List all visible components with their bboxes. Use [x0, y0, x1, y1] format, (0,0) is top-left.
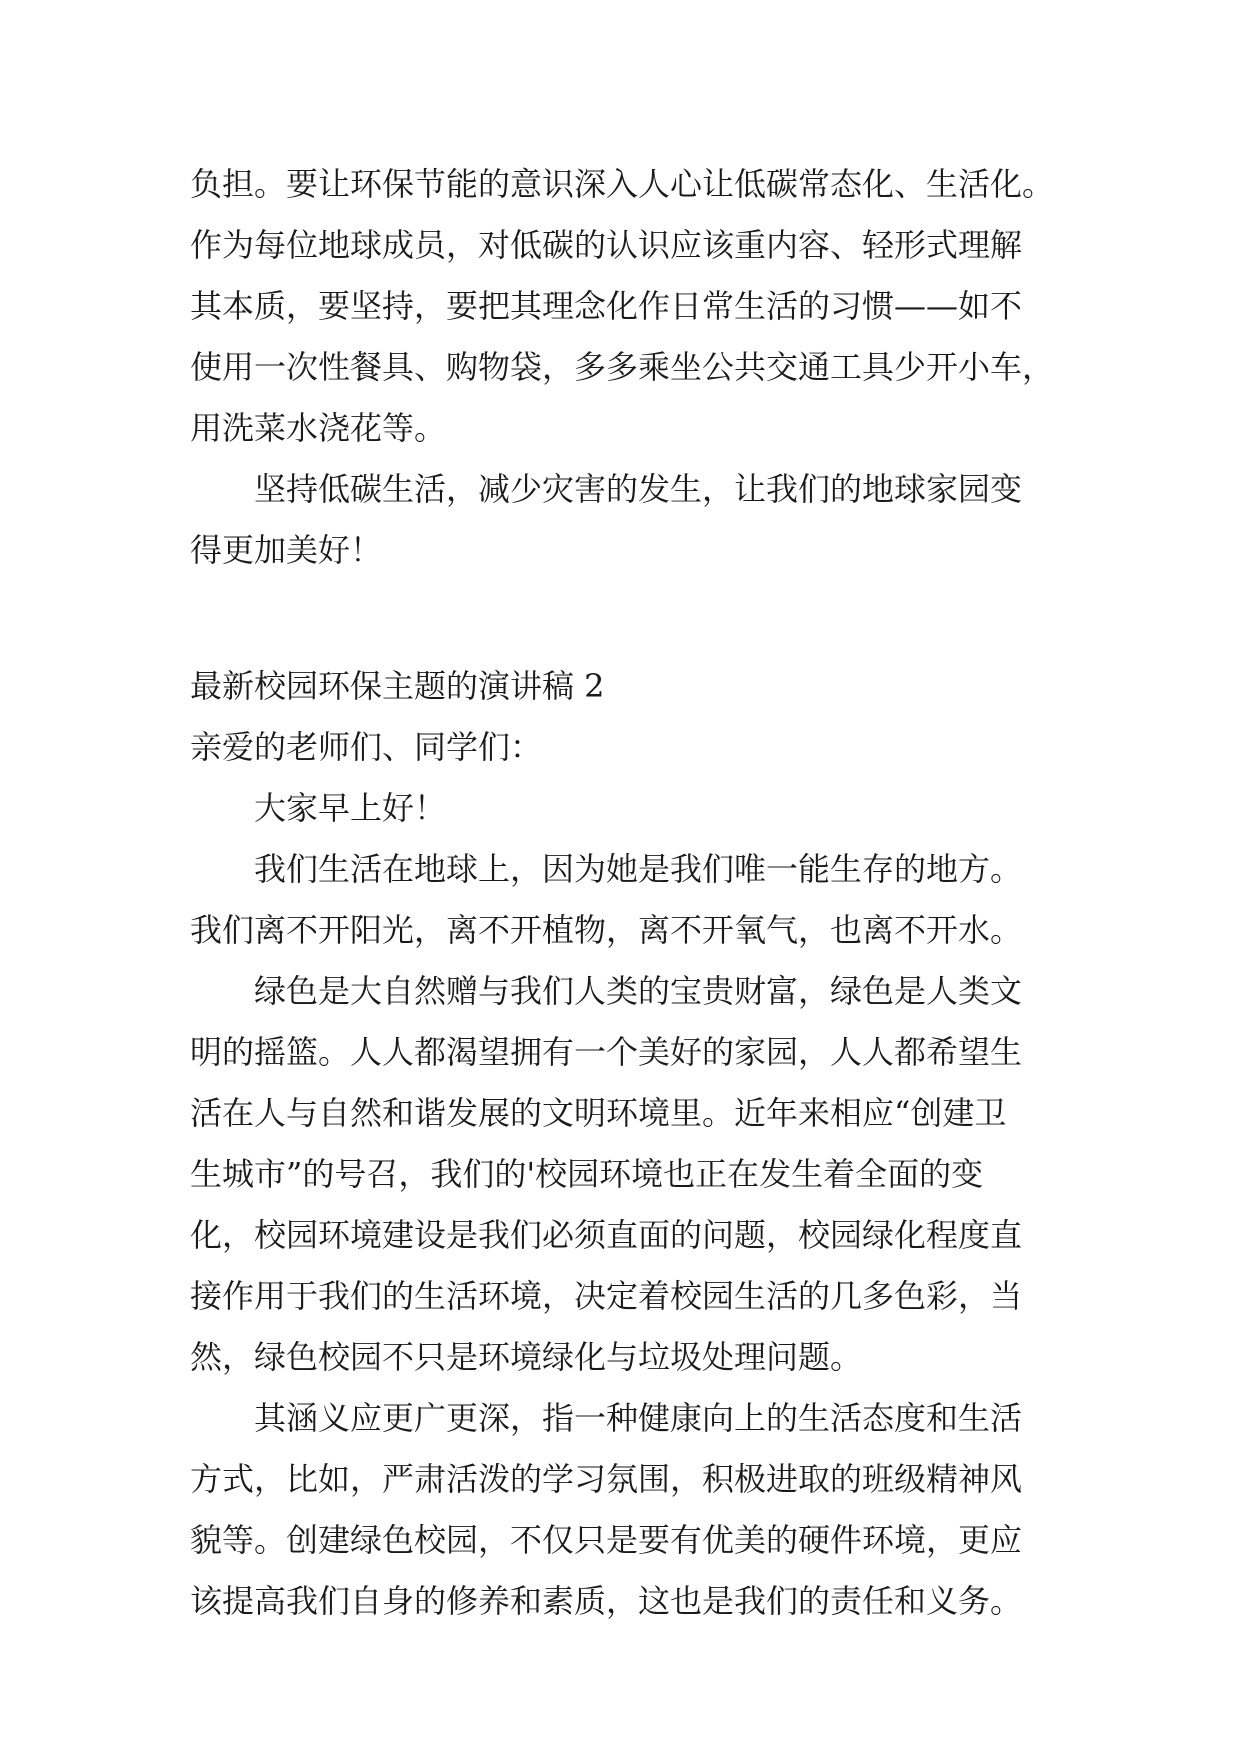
- text-line: 作为每位地球成员，对低碳的认识应该重内容、轻形式理解: [190, 226, 1023, 264]
- text-line: 貌等。创建绿色校园，不仅只是要有优美的硬件环境，更应: [190, 1521, 1023, 1559]
- section-title: 最新校园环保主题的演讲稿 2: [190, 667, 605, 705]
- text-line: 其本质，要坚持，要把其理念化作日常生活的习惯——如不: [190, 287, 1023, 325]
- document-body: [190, 154, 1070, 1632]
- greeting: 大家早上好！: [254, 789, 447, 827]
- text-line: 我们生活在地球上，因为她是我们唯一能生存的地方。: [254, 850, 1023, 888]
- text-line: 该提高我们自身的修养和素质，这也是我们的责任和义务。: [190, 1582, 1023, 1620]
- text-line: 方式，比如，严肃活泼的学习氛围，积极进取的班级精神风: [190, 1460, 1023, 1498]
- paragraph-continuation: [190, 154, 1070, 459]
- text-line: 明的摇篮。人人都渴望拥有一个美好的家园，人人都希望生: [190, 1033, 1023, 1071]
- text-line: 得更加美好！: [190, 531, 383, 569]
- text-line: 绿色是大自然赠与我们人类的宝贵财富，绿色是人类文: [254, 972, 1023, 1010]
- text-line: 使用一次性餐具、购物袋，多多乘坐公共交通工具少开小车，: [190, 348, 1055, 386]
- text-line: 生城市”的号召，我们的'校园环境也正在发生着全面的变: [190, 1155, 984, 1193]
- text-line: 坚持低碳生活，减少灾害的发生，让我们的地球家园变: [254, 470, 1023, 508]
- text-line: 我们离不开阳光，离不开植物，离不开氧气，也离不开水。: [190, 911, 1023, 949]
- text-line: 其涵义应更广更深，指一种健康向上的生活态度和生活: [254, 1399, 1023, 1437]
- text-line: 然，绿色校园不只是环境绿化与垃圾处理问题。: [190, 1338, 863, 1376]
- paragraph: [190, 839, 1070, 961]
- paragraph: [190, 961, 1070, 1388]
- paragraph: [190, 1388, 1070, 1632]
- text-line: 活在人与自然和谐发展的文明环境里。近年来相应“创建卫: [190, 1094, 1007, 1132]
- text-line: 接作用于我们的生活环境，决定着校园生活的几多色彩，当: [190, 1277, 1023, 1315]
- text-line: 化，校园环境建设是我们必须直面的问题，校园绿化程度直: [190, 1216, 1023, 1254]
- text-line: 负担。要让环保节能的意识深入人心让低碳常态化、生活化。: [190, 165, 1055, 203]
- text-line: 用洗菜水浇花等。: [190, 409, 447, 447]
- paragraph-closing: [190, 459, 1070, 581]
- salutation: 亲爱的老师们、同学们：: [190, 728, 543, 766]
